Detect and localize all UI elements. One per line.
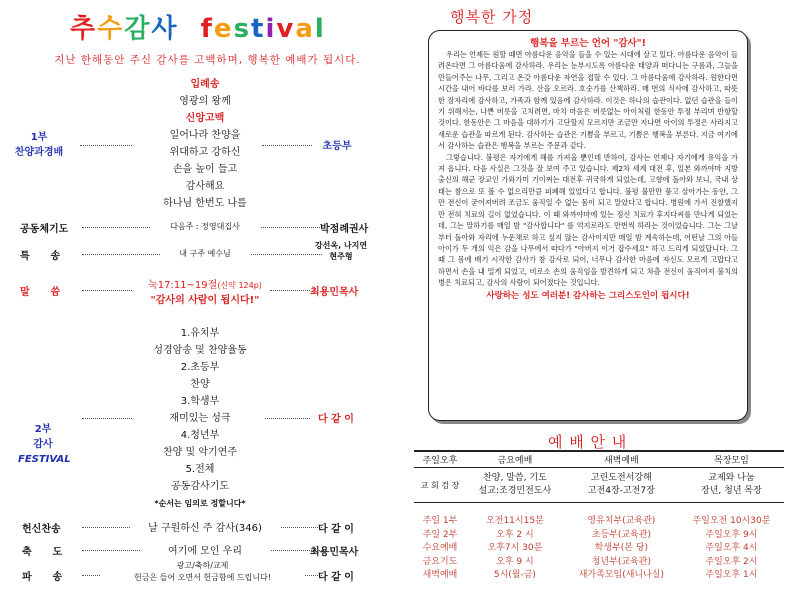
table-cell: 주일오전 10시30분 (692, 516, 771, 526)
program-item: 재미있는 성극 (169, 413, 231, 424)
schedule-title: 예 배 안 내 (548, 433, 628, 451)
program-item: 5.전체 (185, 464, 215, 475)
scripture-ref: 눅17:11~19절 (148, 280, 218, 291)
title-letter: 사 (151, 14, 179, 44)
table-cell: 교 회 검 장 (414, 468, 466, 503)
program-item: 공동감사기도 (171, 481, 229, 492)
table-cell: 수요예배 (422, 543, 458, 553)
essay-title: 행복을 부르는 언어 "감사"! (530, 38, 646, 49)
table-row (414, 542, 784, 556)
schedule-header: 주일오후 (414, 451, 466, 468)
program-item: 1.유치부 (180, 328, 220, 339)
prayer-label: 공동체기도 (20, 224, 69, 235)
program-item: 4.청년부 (180, 430, 220, 441)
subtitle: 지난 한해동안 주신 감사를 고백하며, 행복한 예배가 됩시다. (54, 54, 361, 66)
table-cell: 오후 9 시 (496, 556, 534, 567)
essay-para2: 그렇습니다. 불평은 자기에게 해를 가져올 뿐인데 반하여, 감사는 언제나 자기에게 유익을 가져 옵니다. 다음 사실은 그것을 잘 보여 주고 있습니다. 제2차 세계 대전 후, 일본 와까야마 지방 출신의 해군 장교인 가와가미 기이찌는 대전후 귀국하게 되었는데, 고향에 돌아와 보니, 국내 상태는 참으로 또 볼 수 없으리만큼 피폐해 있었다고 합니다. 불평 불만만 품고 살아가는 동안, 그만 전신이 굳어져버려 조금도 움직일 수 없는 몸이 되고 말았다고 합니다. 병원에 가서 진찰했지만 전혀 치료의 길이 없었습니다. 이 때 와까야마에 있는 정신 치료가 후지다씨를 만나게 되었는데, 그는 말하기를 매일 밤 "감사합니다" 를 억지로라도 만번씩 하라는 것이었습니다. 그는 그날부터 돌아와 자리에 누운채로 하고 싶지 않는 감사이지만 매일 밤 계속하는데, 어떤날 그의 아들 아이가 두 개의 익은 감을 나무에서 따다가 "아버지 이거 잡수세요" 하고 드리게 되었답니다. 그 때 그 몸에 배기 시작한 감사가 참 감사로 되어, 너무나 감사한 마음에 자신도 모르게 고맙다고 하면서 손을 내 밀게 되었고, 비로소 손의 움직임을 발견하게 되고 차츰 전신이 움직여져 불치의 병은 치료되고, 감사의 사람이 되어졌다는 것입니다. (438, 152, 738, 288)
program-item: 3.학생부 (180, 396, 220, 407)
table-cell: 주일 2부 (422, 529, 458, 540)
essay-box (428, 30, 748, 421)
divider-dots (265, 418, 310, 419)
special-song-title: 내 구주 예수님 (160, 248, 250, 259)
program-item: 2.초등부 (180, 362, 220, 373)
essay-para1: 우리는 언제든 원할 때면 아름다운 음악을 들을 수 있는 시대에 살고 있다. 아름다운 음악이 들려온다면 그 아름다움에 감사하라. 우리는 눈부시도록 아름다운 태양과 떠다니는 구름과, 그늘을 만들어주는 나무, 그리고 온갖 아름다운 자연을 접할 수 있다. 그 아름다움에 감사하라. 원한다면 시간을 내어 바다를 보러 가라. 산을 오르라. 호숫가를 산책하라. 매 번의 식사에 감사하고, 따뜻한 잠자리에 감사하고, 가족과 함께 있음에 감사하라. 이것은 하나의 습관이다. 없던 습관을 들이기 위해서는, 나쁜 버릇을 고치려면, 마치 마음은 버릇없는 아이처럼 한동안 투정 부리며 반항할 것이다. 한동안은 그 마음을 대하기가 고단할지 모르지만 조금만 지나면 아이의 투정은 사라지고 새로운 습관을 따르게 된다. 감사하는 습관은 기쁨을 부르고, 기쁨은 행복을 부른다. 지금 여기에서 감사하는 습관은 행복을 부르는 주문과 같다. (438, 50, 738, 151)
part1-label (10, 128, 68, 158)
table-cell: 새가족모임(새니나실) (578, 570, 664, 580)
scripture-text (130, 276, 280, 306)
title-letter (179, 14, 201, 44)
divider-dots (82, 290, 132, 291)
offering-hymn-label: 헌신찬송 (22, 524, 61, 535)
essay-closing: 사랑하는 성도 여러분! 감사하는 그리스도인이 됩시다! (486, 290, 690, 301)
divider-dots (262, 145, 312, 146)
song-item: 일어나라 찬양을 (169, 130, 241, 141)
song-item: 영광의 왕께 (179, 96, 231, 107)
title-letter: e (213, 14, 234, 44)
part1-num: 1부 (30, 132, 48, 143)
part1-right: 초등부 (322, 141, 352, 152)
title-letter: 수 (97, 14, 125, 44)
benediction: 여기에 모인 우리 (140, 542, 270, 557)
table-cell: 5시(월-금) (493, 570, 536, 580)
table-cell: 찬양, 말씀, 기도 설교:조경민전도사 (466, 468, 564, 503)
offering-hymn-right: 다 같 이 (318, 524, 354, 535)
table-cell: 청년부(교육관) (591, 556, 651, 567)
songs-list (130, 93, 280, 212)
table-cell: 오전11시15분 (486, 516, 544, 526)
table-cell: 주일오후 4시 (705, 543, 758, 553)
part1-name: 찬양과경배 (14, 147, 64, 158)
song-item: 하나님 한번도 나를 (163, 198, 247, 209)
part2-label (18, 420, 71, 465)
table-row (414, 569, 784, 583)
benediction-right: 최용민목사 (310, 547, 359, 558)
table-cell: 오후 2 시 (496, 529, 534, 540)
song-item: 위대하고 강하신 (169, 147, 241, 158)
title-letter: t (251, 14, 266, 44)
song-item: 손을 높이 들고 (172, 164, 238, 175)
special-song-singers: 강선옥, 나지연 현주형 (314, 241, 368, 261)
dismissal-right: 다 같 이 (318, 572, 354, 583)
program-item: 성경암송 및 찬양율동 (153, 345, 247, 356)
table-cell: 고린도전서강해 고전4장-고전7장 (564, 468, 679, 503)
section-title: 행복한 가정 (450, 8, 534, 26)
table-cell: 주일 1부 (422, 516, 458, 526)
table-cell: 주일오후 9시 (705, 529, 758, 540)
title-letter: s (233, 14, 252, 44)
song-item: 신앙고백 (185, 113, 225, 124)
program-item: *순서는 임의로 정할니다* (154, 499, 246, 508)
prayer-leader: 박점례권사 (320, 224, 369, 235)
prayer-next: 다음주 : 정영대집사 (150, 221, 260, 232)
table-cell: 학생부(본 당) (594, 543, 649, 553)
scripture-label: 말 씀 (20, 287, 61, 298)
table-row (414, 556, 784, 570)
table-cell: 새벽예배 (422, 570, 458, 580)
program-item: 찬양 및 악기연주 (163, 447, 237, 458)
table-cell: 교제와 나눔 장년, 청년 목장 (679, 468, 784, 503)
page-title (70, 8, 350, 48)
schedule-table (414, 450, 784, 583)
part2-en: FESTIVAL (18, 454, 71, 465)
title-letter: 감 (124, 14, 152, 44)
title-letter: v (276, 14, 296, 44)
title-letter: f (200, 14, 214, 44)
offering-hymn: 날 구원하신 주 감사(346) (130, 519, 280, 534)
table-cell: 초등부(교육관) (591, 529, 651, 540)
schedule-header: 목장모임 (679, 451, 784, 468)
table-cell: 오후7시 30분 (487, 543, 543, 553)
table-row (414, 515, 784, 529)
songs-heading: 입례송 (190, 79, 220, 90)
table-row (414, 529, 784, 543)
benediction-label: 축 도 (22, 547, 63, 558)
program-item: 찬양 (190, 379, 210, 390)
scripture-page: (신약 124p) (217, 281, 262, 290)
schedule-header: 금요예배 (466, 451, 564, 468)
table-cell: 금요기도 (422, 556, 458, 567)
dismissal-label: 파 송 (22, 572, 63, 583)
divider-dots (82, 418, 132, 419)
table-cell: 주일오후 2시 (705, 556, 758, 567)
dismissal: 광고/축하/교제 헌금은 들어 오면서 헌금함에 드립니다! (100, 560, 305, 584)
table-cell: 영유치부(교육관) (587, 516, 656, 526)
special-song-label: 특 송 (20, 251, 61, 262)
title-letter: 추 (70, 14, 98, 44)
title-letter: l (314, 14, 326, 44)
part2-right: 다 같 이 (318, 414, 354, 425)
title-letter: i (265, 14, 277, 44)
table-cell: 주일오후 1시 (705, 570, 758, 580)
title-letter: a (295, 14, 315, 44)
part2-program (130, 325, 270, 512)
part2-name: 감사 (33, 439, 53, 450)
part1-songs (130, 76, 280, 212)
preacher: 최용민목사 (310, 287, 359, 298)
schedule-header: 새벽예배 (564, 451, 679, 468)
part2-num: 2부 (34, 424, 52, 435)
divider-dots (80, 145, 132, 146)
song-item: 감사해요 (185, 181, 225, 192)
sermon-title: "감사의 사람이 됩시다!" (150, 295, 260, 306)
